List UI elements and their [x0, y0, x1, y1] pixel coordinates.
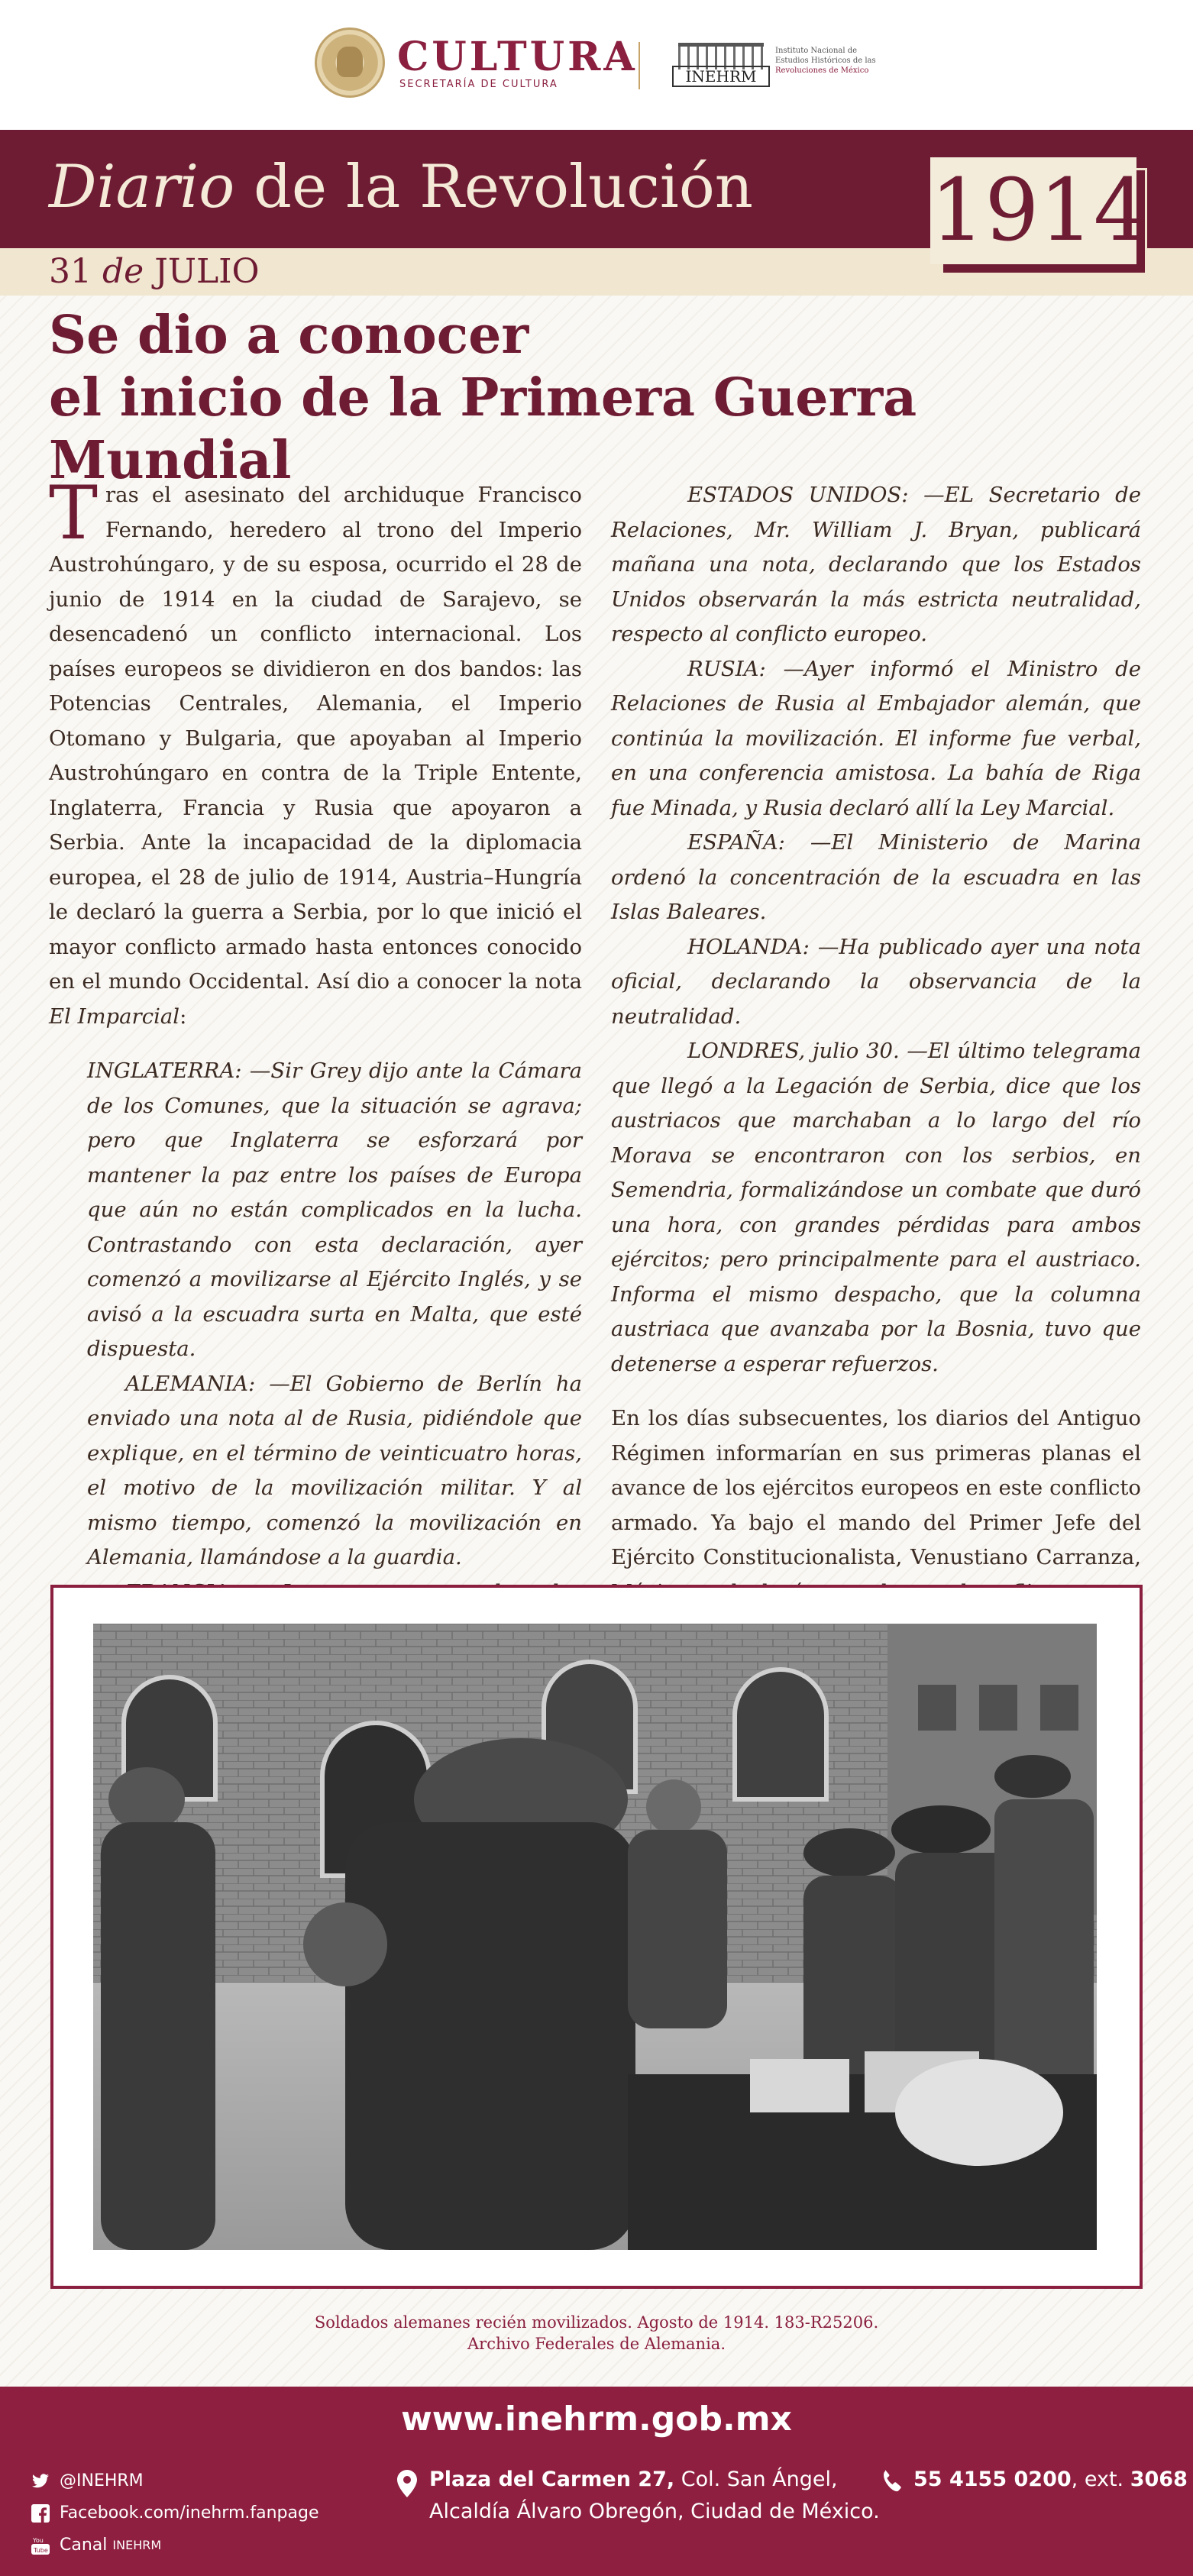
phone-ext-label: , ext. [1071, 2468, 1130, 2491]
cultura-logo: CULTURA [397, 34, 638, 80]
headline-line-2: el inicio de la Primera Guerra Mundial [49, 367, 917, 491]
intro-text: ras el asesinato del archiduque Francisco Fernando, heredero al trono del Imperio Austrohúngaro, y de su esposa, ocurrido el 28 de junio de 1914 en la ciudad de Sarajevo, se desencadenó un conflicto internacional. Los países europeos se dividieron en dos bandos: las Potencias Centrales, Alemania, el Imperio Otomano y Bulgaria, que apoyaban al Imperio Austrohúngaro en contra de la Triple Entente, Inglaterra, Francia y Rusia que apoyaron a Serbia. Ante la incapacidad de la diplomacia europea, el 28 de julio de 1914, Austria–Hungría le declaró la guerra a Serbia, por lo que inició el mayor conflicto armado hasta entonces conocido en el mundo Occidental. Así dio a conocer la nota [49, 483, 582, 994]
phone-main: 55 4155 0200 [913, 2468, 1072, 2491]
article-column-right [611, 478, 1141, 1679]
twitter-link[interactable] [31, 2465, 319, 2497]
logo-divider [639, 42, 640, 89]
quote-alemania: ALEMANIA: —El Gobierno de Berlín ha enviado una nota al de Rusia, pidiéndole que explique, en el término de veinticuatro horas, el motivo de la movilización militar. Y al mismo tiempo, comenzó la movilización en Alemania, llamándose a la guardia. [87, 1371, 582, 1569]
quote-estados-unidos: ESTADOS UNIDOS: —EL Secretario de Relaciones, Mr. William J. Bryan, publicará mañana una nota, declarando que los Estados Unidos observarán la más estricta neutralidad, respecto al conflicto europeo. [611, 483, 1141, 646]
phone-ext: 3068 [1130, 2468, 1188, 2491]
caption-line-2: Archivo Federales de Alemania. [467, 2335, 726, 2353]
title-rest: de la Revolución [234, 153, 754, 221]
date-day: 31 [49, 252, 92, 291]
photo-caption [0, 2312, 1193, 2355]
intro-end: : [179, 1004, 187, 1029]
address-street: Plaza del Carmen 27, [429, 2468, 675, 2491]
address-city: Alcaldía Álvaro Obregón, Ciudad de México. [429, 2500, 880, 2523]
intro-paragraph [49, 470, 582, 1034]
youtube-channel: INEHRM [112, 2538, 162, 2552]
date-de: de [102, 252, 144, 291]
youtube-icon [31, 2536, 50, 2555]
inehrm-desc-line-1: Instituto Nacional de [775, 47, 858, 55]
phone-icon [881, 2469, 902, 2495]
inehrm-desc-line-3: Revoluciones de México [775, 66, 869, 75]
soldiers-photo-illustration [93, 1624, 1097, 2250]
phone-number[interactable] [913, 2464, 1188, 2496]
twitter-icon [31, 2471, 50, 2491]
title-italic: Diario [49, 153, 235, 221]
youtube-prefix: Canal [60, 2536, 108, 2555]
article-column-left [49, 470, 582, 1715]
inehrm-logo [672, 43, 770, 87]
date-label [49, 248, 260, 296]
inehrm-logo-text: INEHRM [672, 66, 770, 87]
page-title [49, 153, 753, 221]
year-badge: 1914 [930, 157, 1136, 264]
svg-text:Tube: Tube [34, 2547, 48, 2554]
quote-londres: LONDRES, julio 30. —El último telegrama que llegó a la Legación de Serbia, dice que los austriacos que marchaban a lo largo del río Morava se encontraron con los serbios, en Semendria, formalizándose un combate que duró una hora, con grandes pérdidas para ambos ejércitos; pero principalmente para el austriaco. Informa el mismo despacho, que la columna austriaca que avanzaba por la Bosnia, tuvo que detenerse a esperar refuerzos. [611, 1039, 1141, 1376]
closing-paragraph: En los días subsecuentes, los diarios del Antiguo Régimen informarían en sus primeras planas el avance de los ejércitos europeos en este conflicto armado. Ya bajo el mando del Primer Jefe del Ejército Constitucionalista, Venustiano Carranza, [611, 1406, 1141, 1569]
logo-bar [0, 0, 1193, 130]
svg-text:You: You [33, 2537, 44, 2544]
address [429, 2464, 880, 2528]
quote-holanda: HOLANDA: —Ha publicado ayer una nota oficial, declarando la observancia de la neutralidad. [611, 934, 1141, 1029]
address-colonia: Col. San Ángel, [674, 2468, 838, 2491]
social-links [31, 2465, 319, 2561]
twitter-handle: @INEHRM [60, 2471, 144, 2490]
youtube-link[interactable] [31, 2529, 319, 2561]
quote-inglaterra: INGLATERRA: —Sir Grey dijo ante la Cámara de los Comunes, que la situación se agrava; pero que Inglaterra se esforzará por mantener la paz entre los países de Europa que aún no están complicados en la lucha. Contrastando con esta declaración, ayer comenzó a movilizarse al Ejército Inglés, y se avisó a la escuadra surta en Malta, que esté dispuesta. [87, 1059, 582, 1361]
mexico-seal-icon [315, 27, 385, 98]
facebook-icon [31, 2503, 50, 2523]
secretaria-label: SECRETARÍA DE CULTURA [399, 79, 558, 90]
quote-rusia: RUSIA: —Ayer informó el Ministro de Relaciones de Rusia al Embajador alemán, que continúa la movilización. El informe fue verbal, en una conferencia amistosa. La bahía de Riga fue Minada, y Rusia declaró allí la Ley Marcial. [611, 656, 1141, 820]
facebook-url: Facebook.com/inehrm.fanpage [60, 2503, 319, 2523]
article-headline [49, 304, 1156, 492]
facebook-link[interactable] [31, 2497, 319, 2529]
newspaper-name: El Imparcial [49, 1004, 180, 1029]
headline-line-1: Se dio a conocer [49, 305, 529, 366]
location-pin-icon [397, 2470, 417, 2500]
caption-line-1: Soldados alemanes recién movilizados. Agosto de 1914. 183-R25206. [314, 2313, 879, 2332]
date-month: JULIO [154, 252, 260, 291]
historical-photo [93, 1624, 1097, 2250]
quote-espana: ESPAÑA: —El Ministerio de Marina ordenó la concentración de la escuadra en las Islas Baleares. [611, 830, 1141, 924]
inehrm-desc-line-2: Estudios Históricos de las [775, 57, 876, 65]
drop-cap: T [49, 470, 99, 556]
inehrm-description [775, 46, 905, 76]
website-link[interactable]: www.inehrm.gob.mx [401, 2400, 792, 2439]
